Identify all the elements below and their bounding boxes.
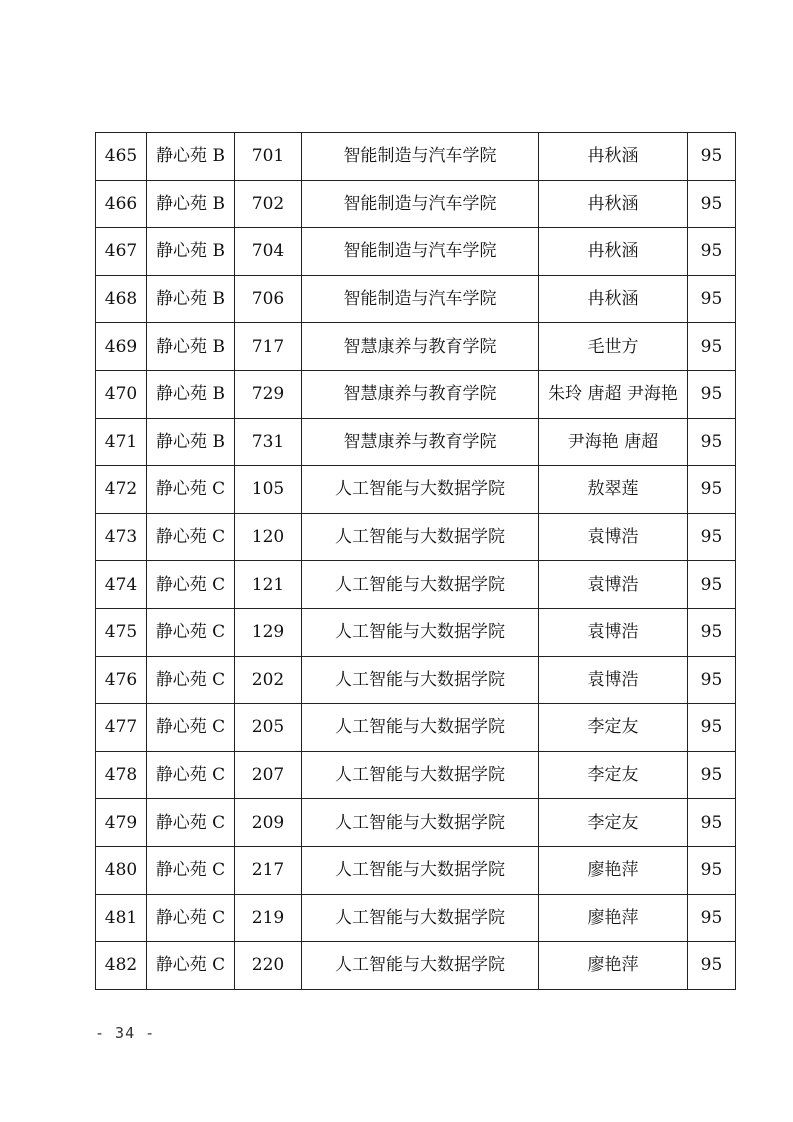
row-index-cell: 475 bbox=[96, 608, 147, 656]
score-cell: 95 bbox=[688, 228, 736, 276]
building-cell: 静心苑 C bbox=[147, 846, 235, 894]
room-cell: 731 bbox=[235, 418, 302, 466]
counselor-cell: 冉秋涵 bbox=[539, 133, 688, 181]
row-index-cell: 480 bbox=[96, 846, 147, 894]
room-cell: 717 bbox=[235, 323, 302, 371]
table-row bbox=[96, 656, 736, 704]
counselor-cell: 袁博浩 bbox=[539, 513, 688, 561]
counselor-cell: 袁博浩 bbox=[539, 608, 688, 656]
score-cell: 95 bbox=[688, 275, 736, 323]
building-cell: 静心苑 C bbox=[147, 942, 235, 990]
row-index-cell: 473 bbox=[96, 513, 147, 561]
building-cell: 静心苑 C bbox=[147, 608, 235, 656]
table-row bbox=[96, 466, 736, 514]
building-cell: 静心苑 B bbox=[147, 133, 235, 181]
counselor-cell: 李定友 bbox=[539, 799, 688, 847]
table-row bbox=[96, 133, 736, 181]
score-cell: 95 bbox=[688, 133, 736, 181]
building-cell: 静心苑 B bbox=[147, 323, 235, 371]
score-cell: 95 bbox=[688, 180, 736, 228]
counselor-cell: 袁博浩 bbox=[539, 656, 688, 704]
college-cell: 人工智能与大数据学院 bbox=[302, 608, 539, 656]
row-index-cell: 468 bbox=[96, 275, 147, 323]
table-body bbox=[96, 133, 736, 990]
row-index-cell: 471 bbox=[96, 418, 147, 466]
score-cell: 95 bbox=[688, 799, 736, 847]
college-cell: 智慧康养与教育学院 bbox=[302, 418, 539, 466]
room-cell: 220 bbox=[235, 942, 302, 990]
room-cell: 205 bbox=[235, 704, 302, 752]
room-cell: 219 bbox=[235, 894, 302, 942]
building-cell: 静心苑 C bbox=[147, 751, 235, 799]
counselor-cell: 毛世方 bbox=[539, 323, 688, 371]
dormitory-score-table bbox=[95, 132, 736, 990]
table-row bbox=[96, 846, 736, 894]
college-cell: 人工智能与大数据学院 bbox=[302, 561, 539, 609]
building-cell: 静心苑 C bbox=[147, 799, 235, 847]
table-row bbox=[96, 370, 736, 418]
score-cell: 95 bbox=[688, 751, 736, 799]
row-index-cell: 476 bbox=[96, 656, 147, 704]
row-index-cell: 482 bbox=[96, 942, 147, 990]
college-cell: 智能制造与汽车学院 bbox=[302, 133, 539, 181]
row-index-cell: 477 bbox=[96, 704, 147, 752]
college-cell: 智能制造与汽车学院 bbox=[302, 180, 539, 228]
row-index-cell: 465 bbox=[96, 133, 147, 181]
row-index-cell: 479 bbox=[96, 799, 147, 847]
table-row bbox=[96, 275, 736, 323]
table-row bbox=[96, 751, 736, 799]
building-cell: 静心苑 C bbox=[147, 894, 235, 942]
row-index-cell: 474 bbox=[96, 561, 147, 609]
row-index-cell: 466 bbox=[96, 180, 147, 228]
college-cell: 人工智能与大数据学院 bbox=[302, 656, 539, 704]
score-cell: 95 bbox=[688, 323, 736, 371]
counselor-cell: 廖艳萍 bbox=[539, 942, 688, 990]
building-cell: 静心苑 B bbox=[147, 370, 235, 418]
college-cell: 人工智能与大数据学院 bbox=[302, 942, 539, 990]
room-cell: 701 bbox=[235, 133, 302, 181]
room-cell: 702 bbox=[235, 180, 302, 228]
counselor-cell: 冉秋涵 bbox=[539, 228, 688, 276]
building-cell: 静心苑 B bbox=[147, 418, 235, 466]
college-cell: 人工智能与大数据学院 bbox=[302, 704, 539, 752]
score-cell: 95 bbox=[688, 370, 736, 418]
table-row bbox=[96, 180, 736, 228]
counselor-cell: 李定友 bbox=[539, 751, 688, 799]
table-row bbox=[96, 513, 736, 561]
college-cell: 智慧康养与教育学院 bbox=[302, 323, 539, 371]
room-cell: 129 bbox=[235, 608, 302, 656]
counselor-cell: 冉秋涵 bbox=[539, 180, 688, 228]
counselor-cell: 李定友 bbox=[539, 704, 688, 752]
row-index-cell: 469 bbox=[96, 323, 147, 371]
room-cell: 202 bbox=[235, 656, 302, 704]
room-cell: 105 bbox=[235, 466, 302, 514]
table-row bbox=[96, 704, 736, 752]
room-cell: 217 bbox=[235, 846, 302, 894]
counselor-cell: 朱玲 唐超 尹海艳 bbox=[539, 370, 688, 418]
table-row bbox=[96, 418, 736, 466]
score-cell: 95 bbox=[688, 608, 736, 656]
score-cell: 95 bbox=[688, 418, 736, 466]
counselor-cell: 袁博浩 bbox=[539, 561, 688, 609]
score-cell: 95 bbox=[688, 656, 736, 704]
room-cell: 209 bbox=[235, 799, 302, 847]
college-cell: 人工智能与大数据学院 bbox=[302, 513, 539, 561]
counselor-cell: 敖翠莲 bbox=[539, 466, 688, 514]
table-row bbox=[96, 894, 736, 942]
building-cell: 静心苑 C bbox=[147, 656, 235, 704]
score-cell: 95 bbox=[688, 704, 736, 752]
score-cell: 95 bbox=[688, 466, 736, 514]
room-cell: 207 bbox=[235, 751, 302, 799]
college-cell: 智慧康养与教育学院 bbox=[302, 370, 539, 418]
building-cell: 静心苑 B bbox=[147, 275, 235, 323]
counselor-cell: 尹海艳 唐超 bbox=[539, 418, 688, 466]
score-cell: 95 bbox=[688, 846, 736, 894]
score-cell: 95 bbox=[688, 513, 736, 561]
room-cell: 729 bbox=[235, 370, 302, 418]
counselor-cell: 廖艳萍 bbox=[539, 894, 688, 942]
building-cell: 静心苑 C bbox=[147, 513, 235, 561]
building-cell: 静心苑 B bbox=[147, 228, 235, 276]
row-index-cell: 481 bbox=[96, 894, 147, 942]
college-cell: 人工智能与大数据学院 bbox=[302, 799, 539, 847]
table-row bbox=[96, 608, 736, 656]
room-cell: 120 bbox=[235, 513, 302, 561]
room-cell: 706 bbox=[235, 275, 302, 323]
building-cell: 静心苑 C bbox=[147, 561, 235, 609]
counselor-cell: 廖艳萍 bbox=[539, 846, 688, 894]
college-cell: 智能制造与汽车学院 bbox=[302, 228, 539, 276]
college-cell: 智能制造与汽车学院 bbox=[302, 275, 539, 323]
row-index-cell: 478 bbox=[96, 751, 147, 799]
college-cell: 人工智能与大数据学院 bbox=[302, 894, 539, 942]
college-cell: 人工智能与大数据学院 bbox=[302, 846, 539, 894]
page-number: - 34 - bbox=[95, 1024, 156, 1042]
table-row bbox=[96, 561, 736, 609]
row-index-cell: 472 bbox=[96, 466, 147, 514]
building-cell: 静心苑 B bbox=[147, 180, 235, 228]
table-row bbox=[96, 228, 736, 276]
score-cell: 95 bbox=[688, 894, 736, 942]
room-cell: 121 bbox=[235, 561, 302, 609]
room-cell: 704 bbox=[235, 228, 302, 276]
row-index-cell: 470 bbox=[96, 370, 147, 418]
college-cell: 人工智能与大数据学院 bbox=[302, 751, 539, 799]
table-row bbox=[96, 942, 736, 990]
building-cell: 静心苑 C bbox=[147, 704, 235, 752]
score-cell: 95 bbox=[688, 561, 736, 609]
row-index-cell: 467 bbox=[96, 228, 147, 276]
building-cell: 静心苑 C bbox=[147, 466, 235, 514]
table-row bbox=[96, 323, 736, 371]
table-row bbox=[96, 799, 736, 847]
counselor-cell: 冉秋涵 bbox=[539, 275, 688, 323]
score-cell: 95 bbox=[688, 942, 736, 990]
college-cell: 人工智能与大数据学院 bbox=[302, 466, 539, 514]
